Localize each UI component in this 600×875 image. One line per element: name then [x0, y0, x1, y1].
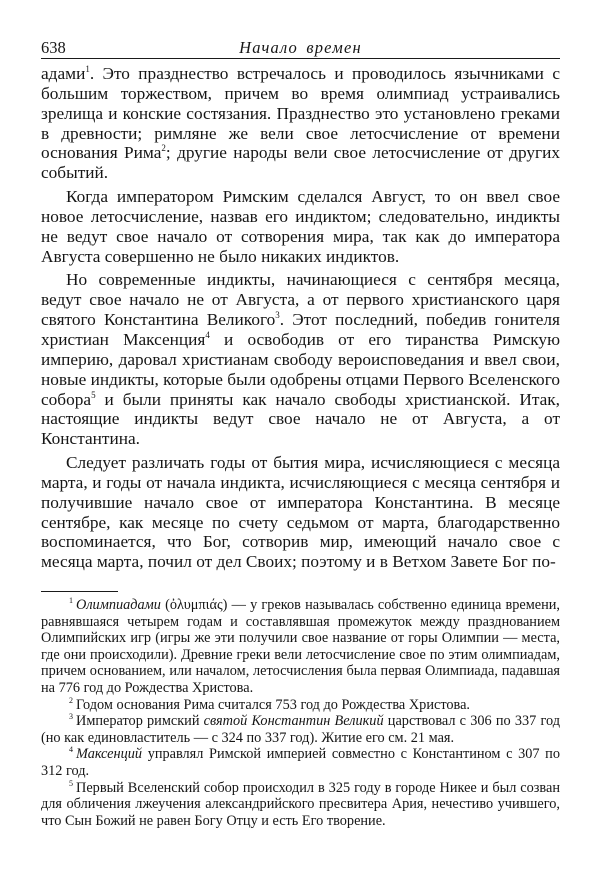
footnote-text: царствовал с 306 по 337 год (но как единовластитель — с 324 по 337 год). Житие его см. 21 мая.	[41, 713, 560, 746]
text-segment: и были приняты как начало свободы христианской. Итак, настоящие индикты ведут свое начало не от Августа, а от Константина.	[41, 389, 560, 449]
footnote-5	[41, 780, 560, 830]
text-segment: и освободив от его тиранства Римскую империю, даровал христианам свободу вероисповедания и ввел свои, новые индикты, которые были одобрены отцами Первого Вселенского собора	[41, 329, 560, 409]
paragraph	[41, 270, 560, 449]
footnote-marker: 4	[69, 745, 73, 755]
footnote-ref[interactable]: 5	[91, 389, 96, 400]
paragraph	[41, 453, 560, 572]
footnote-separator	[41, 591, 118, 592]
running-title: Начало времен	[239, 38, 362, 57]
text-segment: . Этот последний, победив гонителя христиан Максенция	[41, 310, 560, 349]
text-segment: Но современные индикты, начинающиеся с сентября месяца, ведут свое начало не от Августа, а от первого христианского царя святого Константина Великого	[41, 270, 560, 330]
footnote-ref[interactable]: 1	[85, 64, 90, 74]
footnote-text: (ὀλυμπιάς) — у греков называлась собственно единица времени, равнявшаяся четырем годам и составлявшая промежуток между празднованием Олимпийских игр (игры же эти получили свое название от горы Олимпии — места, где они происходили). Древние греки вели летосчисление свое по этим олимпиадам, причем основанием, или началом, летосчисления была первая Олимпиада, падавшая на 776 год до Рождества Христова.	[41, 597, 560, 696]
text-segment: Когда императором Римским сделался Август, то он ввел свое новое летосчисление, назвав его индиктом; следовательно, индикты не ведут свое начало от сотворения мира, так как до императора Августа совершенно не было никаких индиктов.	[41, 187, 560, 266]
footnote-term: святой Константин Великий	[203, 713, 384, 730]
footnote-marker: 5	[69, 778, 73, 788]
main-text	[41, 64, 560, 572]
footnote-ref[interactable]: 4	[205, 329, 210, 340]
footnote-3	[41, 713, 560, 746]
text-segment: Следует различать годы от бытия мира, исчисляющиеся с месяца марта, и годы от начала индикта, исчисляющиеся с месяца сентября и получившие начало свое от императора Константина. В месяце сентябре, как месяце по счету седьмом от марта, благодарственно воспоминается, что Бог, сотворив мир, имеющий начало свое с месяца марта, почил от дел Своих; поэтому и в Ветхом Завете Бог по-	[41, 453, 560, 572]
text-segment: адами	[41, 64, 86, 83]
paragraph	[41, 64, 560, 183]
footnote-ref[interactable]: 2	[161, 143, 166, 154]
running-header	[41, 38, 560, 59]
footnote-text: Император римский	[76, 713, 204, 730]
footnote-2	[41, 697, 560, 714]
footnote-text: управлял Римской империей совместно с Константином с 307 по 312 год.	[41, 746, 560, 779]
text-segment: . Это празднество встречалось и проводилось язычниками с большим торжеством, причем во время олимпиад устраивались зрелища и конские состязания. Празднество это установлено греками в древности; римляне же вели свое летосчисление от времени основания Рима	[41, 64, 560, 163]
footnote-text: Первый Вселенский собор происходил в 325 году в городе Никее и был созван для обличения лжеучения александрийского пресвитера Ария, нечестиво учившего, что Сын Божий не равен Богу Отцу и есть Его творение.	[41, 779, 560, 829]
footnote-ref[interactable]: 3	[275, 310, 280, 321]
footnote-text: Годом основания Рима считался 753 год до Рождества Христова.	[76, 696, 471, 713]
text-segment: ; другие народы вели свое летосчисление от других событий.	[41, 143, 560, 183]
paragraph	[41, 187, 560, 266]
footnote-marker: 2	[69, 695, 73, 705]
page-number: 638	[41, 38, 66, 57]
footnote-1	[41, 597, 560, 697]
footnote-4	[41, 746, 560, 779]
footnote-marker: 3	[69, 712, 73, 722]
footnote-term: Максенций	[76, 746, 143, 763]
footnotes	[41, 597, 560, 829]
footnote-term: Олимпиадами	[76, 597, 161, 613]
footnote-marker: 1	[69, 596, 73, 605]
